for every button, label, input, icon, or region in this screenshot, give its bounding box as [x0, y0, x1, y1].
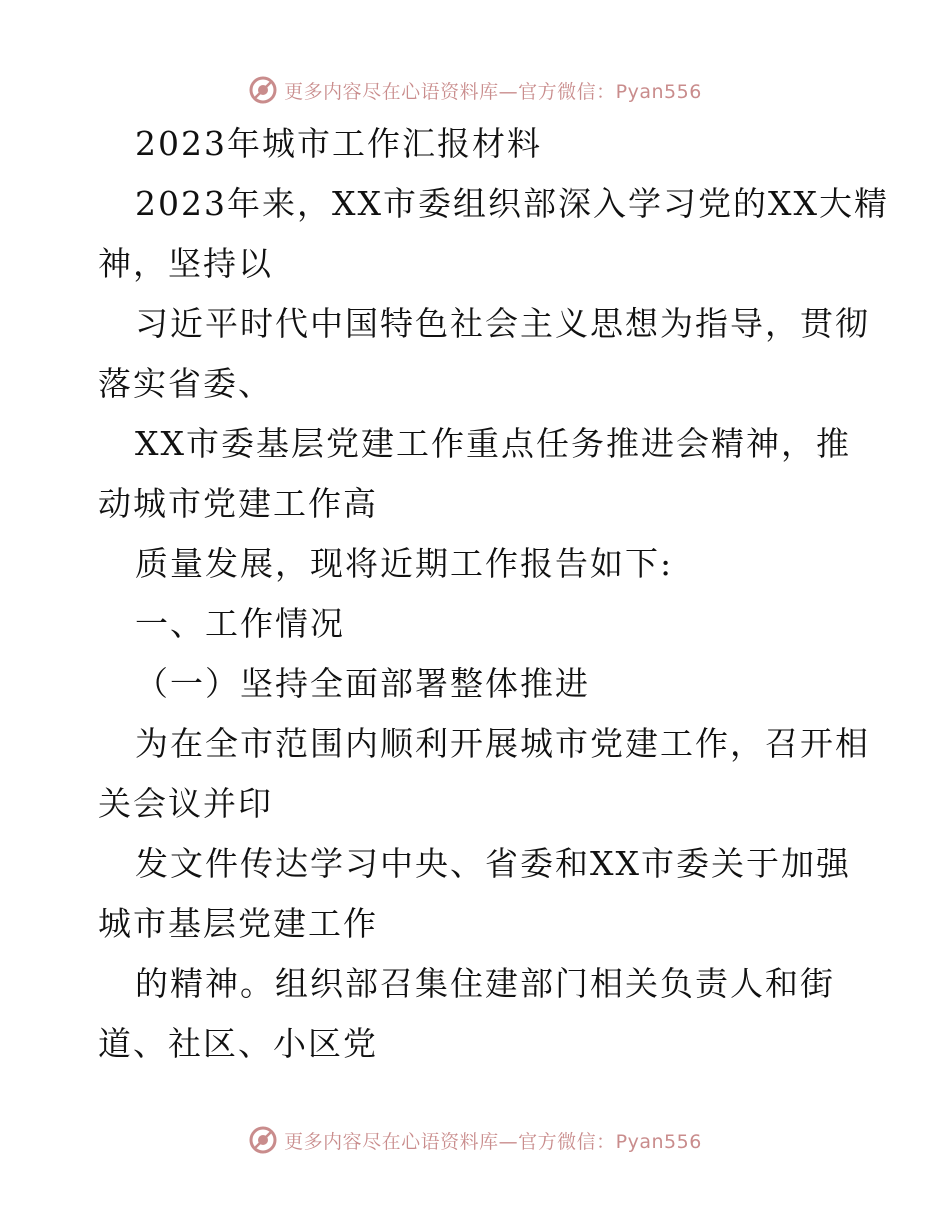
watermark-footer: [0, 1120, 950, 1160]
watermark-header: [0, 70, 950, 110]
paragraph-line: 城市基层党建工作: [98, 904, 378, 943]
paragraph-line: 习近平时代中国特色社会主义思想为指导，贯彻: [135, 304, 870, 343]
paragraph-line: 发文件传达学习中央、省委和XX市委关于加强: [135, 844, 851, 883]
paragraph-line: 2023年来，XX市委组织部深入学习党的XX大精: [135, 184, 889, 223]
paragraph-line: XX市委基层党建工作重点任务推进会精神，推: [135, 424, 851, 463]
paragraph-line: 的精神。组织部召集住建部门相关负责人和街: [135, 964, 835, 1003]
logo-icon: [248, 1125, 278, 1155]
subsection-heading: （一）坚持全面部署整体推进: [135, 664, 590, 703]
doc-title: 2023年城市工作汇报材料: [135, 124, 542, 163]
paragraph-line: 落实省委、: [98, 364, 273, 403]
section-heading: 一、工作情况: [135, 604, 345, 643]
watermark-text: 更多内容尽在心语资料库—官方微信：Pyan556: [284, 80, 702, 103]
paragraph-line: 道、社区、小区党: [98, 1024, 378, 1063]
watermark-text: 更多内容尽在心语资料库—官方微信：Pyan556: [284, 1130, 702, 1153]
logo-icon: [248, 75, 278, 105]
paragraph-line: 神，坚持以: [98, 244, 273, 283]
paragraph-line: 动城市党建工作高: [98, 484, 378, 523]
paragraph-line: 关会议并印: [98, 784, 273, 823]
paragraph-line: 为在全市范围内顺利开展城市党建工作，召开相: [135, 724, 870, 763]
paragraph-line: 质量发展，现将近期工作报告如下:: [135, 544, 674, 583]
